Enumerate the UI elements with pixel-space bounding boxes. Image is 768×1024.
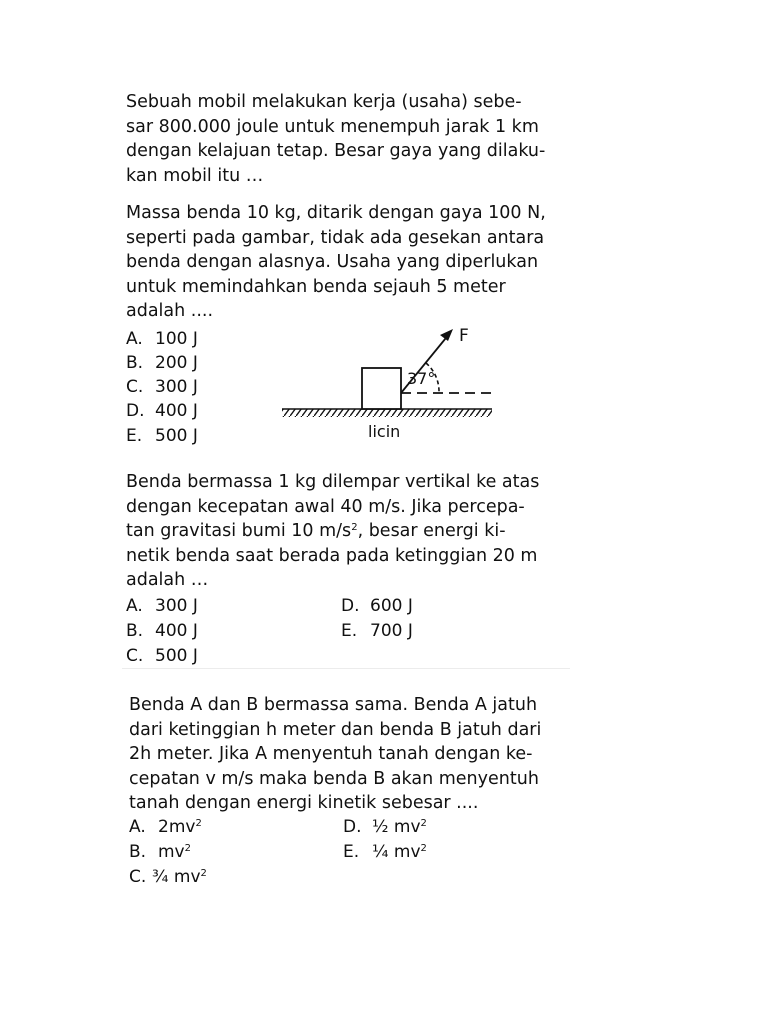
option-text: 700 J bbox=[370, 621, 413, 641]
option-letter: B. bbox=[126, 353, 144, 373]
q2-option-a[interactable] bbox=[126, 327, 198, 352]
text-line bbox=[126, 519, 554, 544]
superscript: 2 bbox=[200, 868, 207, 879]
option-text: 2mv bbox=[158, 817, 196, 837]
q3-option-e[interactable] bbox=[341, 619, 413, 644]
option-text: 300 J bbox=[155, 377, 198, 397]
superscript: 2 bbox=[420, 843, 427, 854]
option-letter: E. bbox=[341, 621, 358, 641]
q3-option-c[interactable] bbox=[126, 644, 198, 669]
question-1-text bbox=[126, 90, 554, 188]
option-text: 500 J bbox=[155, 426, 198, 446]
option-text: 100 J bbox=[155, 329, 198, 349]
option-text: mv bbox=[158, 842, 185, 862]
text-line: benda dengan alasnya. Usaha yang diperlukan bbox=[126, 252, 539, 272]
text-line: kan mobil itu … bbox=[126, 165, 264, 186]
option-text: 600 J bbox=[370, 596, 413, 616]
option-text: ½ mv bbox=[372, 817, 421, 837]
q2-option-d[interactable] bbox=[126, 399, 198, 424]
text-line: Benda A dan B bermassa sama. Benda A jatuh bbox=[129, 695, 538, 715]
q3-option-b[interactable] bbox=[126, 619, 198, 644]
option-text: 400 J bbox=[155, 621, 198, 641]
option-letter: B. bbox=[129, 842, 147, 862]
option-text: ¼ mv bbox=[372, 842, 421, 862]
q3-option-a[interactable] bbox=[126, 594, 198, 619]
superscript: 2 bbox=[351, 522, 358, 533]
section-divider bbox=[122, 668, 570, 669]
text-line: 2h meter. Jika A menyentuh tanah dengan ke- bbox=[129, 744, 533, 764]
option-letter: E. bbox=[343, 842, 360, 862]
text-line: netik benda saat berada pada ketinggian 20 m bbox=[126, 545, 538, 566]
option-letter: C. bbox=[129, 867, 147, 887]
ground-hatch bbox=[282, 409, 492, 417]
option-letter: A. bbox=[129, 817, 146, 837]
q4-option-c[interactable] bbox=[129, 865, 207, 890]
text-line: seperti pada gambar, tidak ada gesekan antara bbox=[126, 227, 545, 248]
text-line: dari ketinggian h meter dan benda B jatuh dari bbox=[129, 719, 542, 740]
option-letter: D. bbox=[343, 817, 362, 837]
block bbox=[362, 368, 401, 409]
q3-option-d[interactable] bbox=[341, 594, 413, 619]
option-text: 300 J bbox=[155, 596, 198, 616]
surface-label: licin bbox=[368, 422, 401, 441]
question-2-text bbox=[126, 201, 556, 324]
option-text: 200 J bbox=[155, 353, 198, 373]
text-line: dengan kecepatan awal 40 m/s. Jika percepa- bbox=[126, 496, 525, 517]
option-text: ¾ mv bbox=[152, 867, 201, 887]
text-line: untuk memindahkan benda sejauh 5 meter bbox=[126, 276, 506, 297]
option-letter: D. bbox=[126, 401, 145, 421]
text-line: adalah … bbox=[126, 570, 209, 590]
option-letter: C. bbox=[126, 646, 144, 666]
superscript: 2 bbox=[195, 818, 202, 829]
text-line: Sebuah mobil melakukan kerja (usaha) sebe- bbox=[126, 92, 522, 112]
text-line: Benda bermassa 1 kg dilempar vertikal ke atas bbox=[126, 472, 540, 492]
text-line: sar 800.000 joule untuk menempuh jarak 1 km bbox=[126, 116, 539, 137]
question-4-text bbox=[129, 693, 557, 816]
text-line: cepatan v m/s maka benda B akan menyentuh bbox=[129, 768, 539, 789]
q4-option-b[interactable] bbox=[129, 840, 191, 865]
q2-option-c[interactable] bbox=[126, 375, 198, 400]
option-letter: B. bbox=[126, 621, 144, 641]
text-line: Massa benda 10 kg, ditarik dengan gaya 100 N, bbox=[126, 203, 546, 223]
q4-option-e[interactable] bbox=[343, 840, 427, 865]
q2-option-b[interactable] bbox=[126, 351, 198, 376]
arrow-head-icon bbox=[440, 329, 453, 341]
force-diagram bbox=[278, 320, 498, 446]
angle-label: 37° bbox=[407, 369, 436, 388]
option-letter: D. bbox=[341, 596, 360, 616]
option-text: 400 J bbox=[155, 401, 198, 421]
superscript: 2 bbox=[184, 843, 191, 854]
q2-option-e[interactable] bbox=[126, 424, 198, 449]
option-letter: E. bbox=[126, 426, 143, 446]
text-line: tanah dengan energi kinetik sebesar .... bbox=[129, 793, 479, 813]
q4-option-a[interactable] bbox=[129, 815, 202, 840]
text-fragment: tan gravitasi bumi 10 m/s bbox=[126, 521, 352, 541]
text-line: adalah .... bbox=[126, 301, 214, 321]
option-text: 500 J bbox=[155, 646, 198, 666]
q4-option-d[interactable] bbox=[343, 815, 427, 840]
text-line: dengan kelajuan tetap. Besar gaya yang dilaku- bbox=[126, 141, 546, 161]
force-label: F bbox=[459, 326, 469, 346]
option-letter: A. bbox=[126, 329, 143, 349]
option-letter: A. bbox=[126, 596, 143, 616]
text-fragment: , besar energi ki- bbox=[357, 521, 506, 541]
superscript: 2 bbox=[420, 818, 427, 829]
option-letter: C. bbox=[126, 377, 144, 397]
question-3-text bbox=[126, 470, 554, 593]
